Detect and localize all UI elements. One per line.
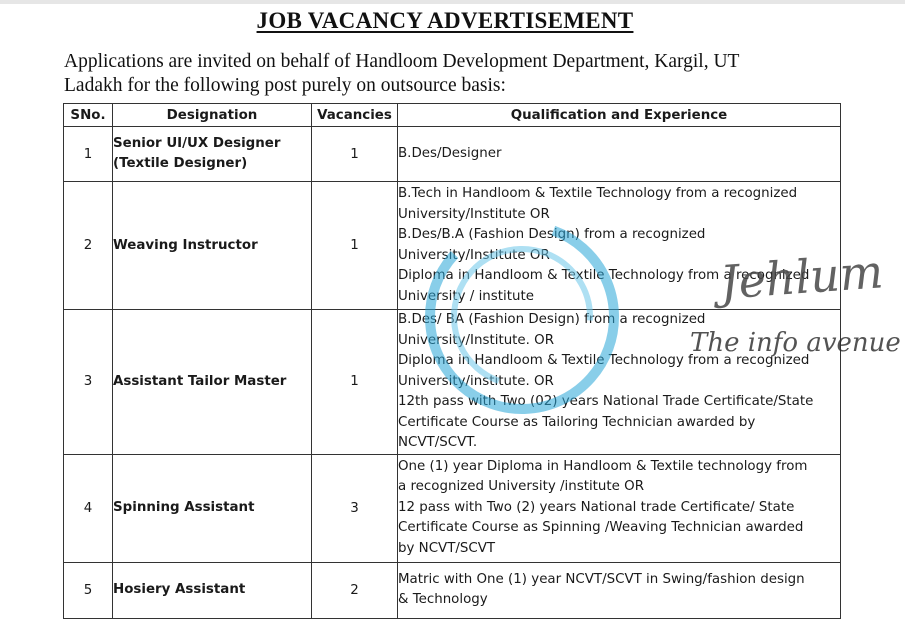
qualification-line: B.Des/ BA (Fashion Design) from a recognized bbox=[398, 312, 706, 327]
designation-line: Hosiery Assistant bbox=[113, 582, 246, 597]
qualification-line: Certificate Course as Spinning /Weaving Technician awarded bbox=[398, 520, 804, 536]
table-header-row bbox=[64, 104, 841, 127]
qualification-line: & Technology bbox=[398, 592, 488, 607]
column-header-vacancies: Vacancies bbox=[312, 104, 398, 127]
table-row bbox=[64, 182, 841, 310]
column-header-sno: SNo. bbox=[64, 104, 113, 127]
row-sno: 4 bbox=[64, 454, 113, 562]
qualification-line: NCVT/SCVT. bbox=[398, 435, 478, 450]
row-qualification bbox=[398, 454, 841, 562]
row-sno: 5 bbox=[64, 562, 113, 618]
column-header-qualification: Qualification and Experience bbox=[398, 104, 841, 127]
qualification-line: B.Des/Designer bbox=[398, 145, 502, 161]
watermark-line-1: Jehlum bbox=[718, 244, 885, 310]
designation-line: Weaving Instructor bbox=[113, 237, 258, 253]
designation-line: Spinning Assistant bbox=[113, 500, 255, 515]
qualification-line: University/Institute OR bbox=[398, 247, 550, 263]
row-designation bbox=[113, 127, 312, 182]
row-qualification bbox=[398, 562, 841, 618]
qualification-line: by NCVT/SCVT bbox=[398, 540, 496, 556]
qualification-line: One (1) year Diploma in Handloom & Textile technology from bbox=[398, 458, 808, 474]
row-sno: 2 bbox=[64, 182, 113, 310]
page-title: JOB VACANCY ADVERTISEMENT bbox=[256, 8, 634, 33]
qualification-line: Diploma in Handloom & Textile Technology from a recognized bbox=[398, 353, 810, 368]
qualification-line: 12th pass with Two (02) years National Trade Certificate/State bbox=[398, 394, 814, 409]
row-vacancies: 3 bbox=[312, 454, 398, 562]
qualification-line: B.Des/B.A (Fashion Design) from a recognized bbox=[398, 227, 706, 242]
qualification-line: University/institute. OR bbox=[398, 373, 554, 389]
qualification-line: Certificate Course as Tailoring Technician awarded by bbox=[398, 414, 756, 430]
row-designation bbox=[113, 454, 312, 562]
qualification-line: Diploma in Handloom & Textile Technology from a recognized bbox=[398, 268, 810, 283]
qualification-line: 12 pass with Two (2) years National trade Certificate/ State bbox=[398, 499, 795, 515]
row-vacancies: 2 bbox=[312, 562, 398, 618]
table-row bbox=[64, 127, 841, 182]
qualification-line: University / institute bbox=[398, 288, 534, 304]
qualification-line: a recognized University /institute OR bbox=[398, 479, 644, 495]
row-sno: 1 bbox=[64, 127, 113, 182]
column-header-designation: Designation bbox=[113, 104, 312, 127]
intro-line-2: Ladakh for the following post purely on outsource basis: bbox=[64, 75, 506, 96]
intro-paragraph bbox=[64, 50, 844, 98]
qualification-line: B.Tech in Handloom & Textile Technology from a recognized bbox=[398, 186, 798, 201]
row-designation bbox=[113, 562, 312, 618]
qualification-line: University/Institute. OR bbox=[398, 332, 555, 348]
row-vacancies: 1 bbox=[312, 182, 398, 310]
table-row bbox=[64, 454, 841, 562]
row-designation bbox=[113, 182, 312, 310]
intro-line-1: Applications are invited on behalf of Handloom Development Department, Kargil, UT bbox=[64, 51, 740, 72]
row-qualification bbox=[398, 182, 841, 310]
row-sno: 3 bbox=[64, 310, 113, 455]
watermark-line-2: The info avenue bbox=[690, 328, 901, 358]
designation-line: (Textile Designer) bbox=[113, 156, 248, 171]
qualification-line: Matric with One (1) year NCVT/SCVT in Swing/fashion design bbox=[398, 571, 805, 587]
row-vacancies: 1 bbox=[312, 310, 398, 455]
row-vacancies: 1 bbox=[312, 127, 398, 182]
vacancy-table bbox=[63, 103, 841, 619]
row-designation bbox=[113, 310, 312, 455]
table-row bbox=[64, 562, 841, 618]
table-row bbox=[64, 310, 841, 455]
designation-line: Assistant Tailor Master bbox=[113, 373, 287, 389]
designation-line: Senior UI/UX Designer bbox=[113, 136, 281, 151]
qualification-line: University/Institute OR bbox=[398, 206, 550, 222]
top-edge-strip bbox=[0, 0, 905, 4]
row-qualification bbox=[398, 310, 841, 455]
row-qualification bbox=[398, 127, 841, 182]
